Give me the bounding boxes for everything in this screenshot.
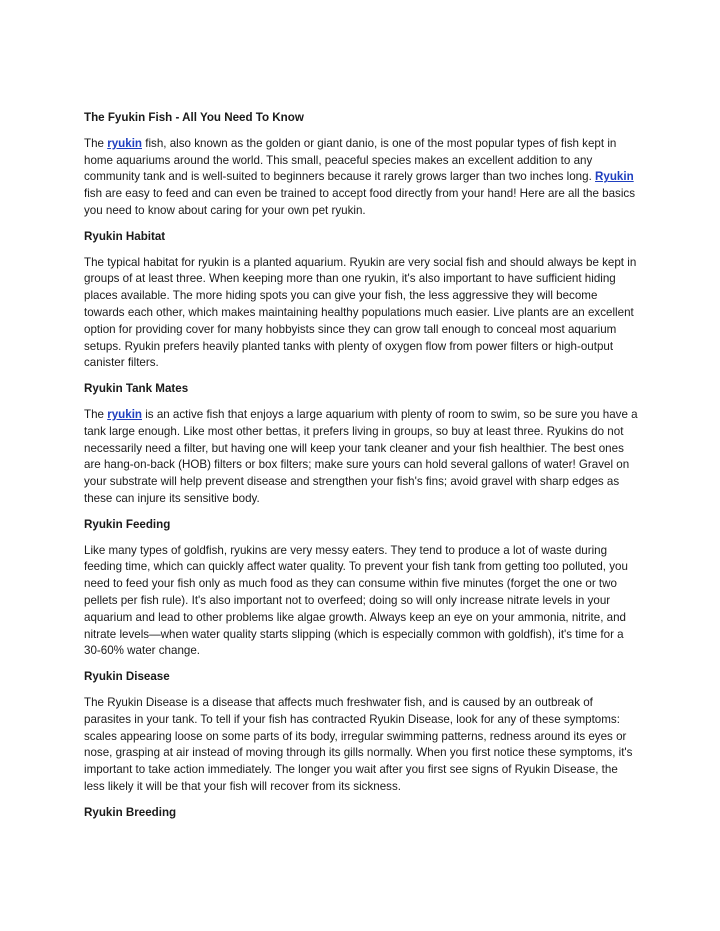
tank-mates-heading: Ryukin Tank Mates — [84, 382, 189, 396]
habitat-paragraph: The typical habitat for ryukin is a planted aquarium. Ryukin are very social fish and should always be kept in groups of at least three. When keeping more than one ryukin, it's also important to have sufficient hiding places available. The more hiding spots you can give your fish, the less aggressive they will become towards each other, which makes maintaining healthy populations much easier. Live plants are an excellent option for providing cover for many hobbyists since they can grow tall enough to conceal most aquarium setups. Ryukin prefers heavily planted tanks with plenty of oxygen flow from power filters or high-output canister filters. — [84, 255, 637, 370]
tank-mates-paragraph — [84, 407, 640, 508]
ryukin-link-1[interactable]: ryukin — [107, 136, 142, 150]
ryukin-link-3[interactable]: ryukin — [107, 407, 142, 421]
disease-paragraph: The Ryukin Disease is a disease that affects much freshwater fish, and is caused by an outbreak of parasites in your tank. To tell if your fish has contracted Ryukin Disease, look for any of these symptoms: scales appearing loose on some parts of its body, irregular swimming patterns, redness around its eyes or nose, grasping at air instead of moving through its gills normally. When you first notice these symptoms, it's important to take action immediately. The longer you wait after you first see signs of Ryukin Disease, the less likely it will be that your fish will recover from its sickness. — [84, 695, 633, 793]
disease-heading: Ryukin Disease — [84, 670, 170, 684]
intro-text-3: fish are easy to feed and can even be trained to accept food directly from your hand! Here are all the basics you need to know about caring for your own pet ryukin. — [84, 187, 636, 217]
intro-text-2: fish, also known as the golden or giant danio, is one of the most popular types of fish kept in home aquariums around the world. This small, peaceful species makes an excellent addition to any community tank and is well-suited to beginners because it rarely grows larger than two inches long. — [84, 136, 617, 184]
feeding-heading: Ryukin Feeding — [84, 517, 171, 531]
document-title: The Fyukin Fish - All You Need To Know — [84, 111, 304, 124]
intro-text-1: The — [84, 136, 108, 150]
habitat-heading: Ryukin Habitat — [84, 229, 166, 243]
tank-mates-text-1: The — [84, 407, 108, 421]
intro-paragraph — [84, 136, 640, 220]
document-page — [84, 110, 640, 830]
breeding-heading: Ryukin Breeding — [84, 805, 177, 819]
ryukin-link-2[interactable]: Ryukin — [595, 170, 634, 184]
tank-mates-text-2: is an active fish that enjoys a large aquarium with plenty of room to swim, so be sure you have a tank large enough. Like most other bettas, it prefers living in groups, so buy at least three. Ryukins do not necessarily need a filter, but having one will keep your tank cleaner and your fish healthier. The best ones are hang-on-back (HOB) filters or box filters; make sure yours can hold several gallons of water! Gravel on your substrate will help prevent disease and strengthen your fish's fins; avoid gravel with sharp edges as these can injure its sensitive body. — [84, 407, 638, 505]
feeding-paragraph: Like many types of goldfish, ryukins are very messy eaters. They tend to produce a lot of waste during feeding time, which can quickly affect water quality. To prevent your fish tank from getting too polluted, you need to feed your fish only as much food as they can consume within five minutes (forget the one or two pellets per fish rule). It's also important not to overfeed; doing so will only increase nitrate levels in your aquarium and lead to other problems like algae growth. Always keep an eye on your ammonia, nitrite, and nitrate levels—when water quality starts slipping (which is especially common with goldfish), it's time for a 30-60% water change. — [84, 543, 628, 658]
